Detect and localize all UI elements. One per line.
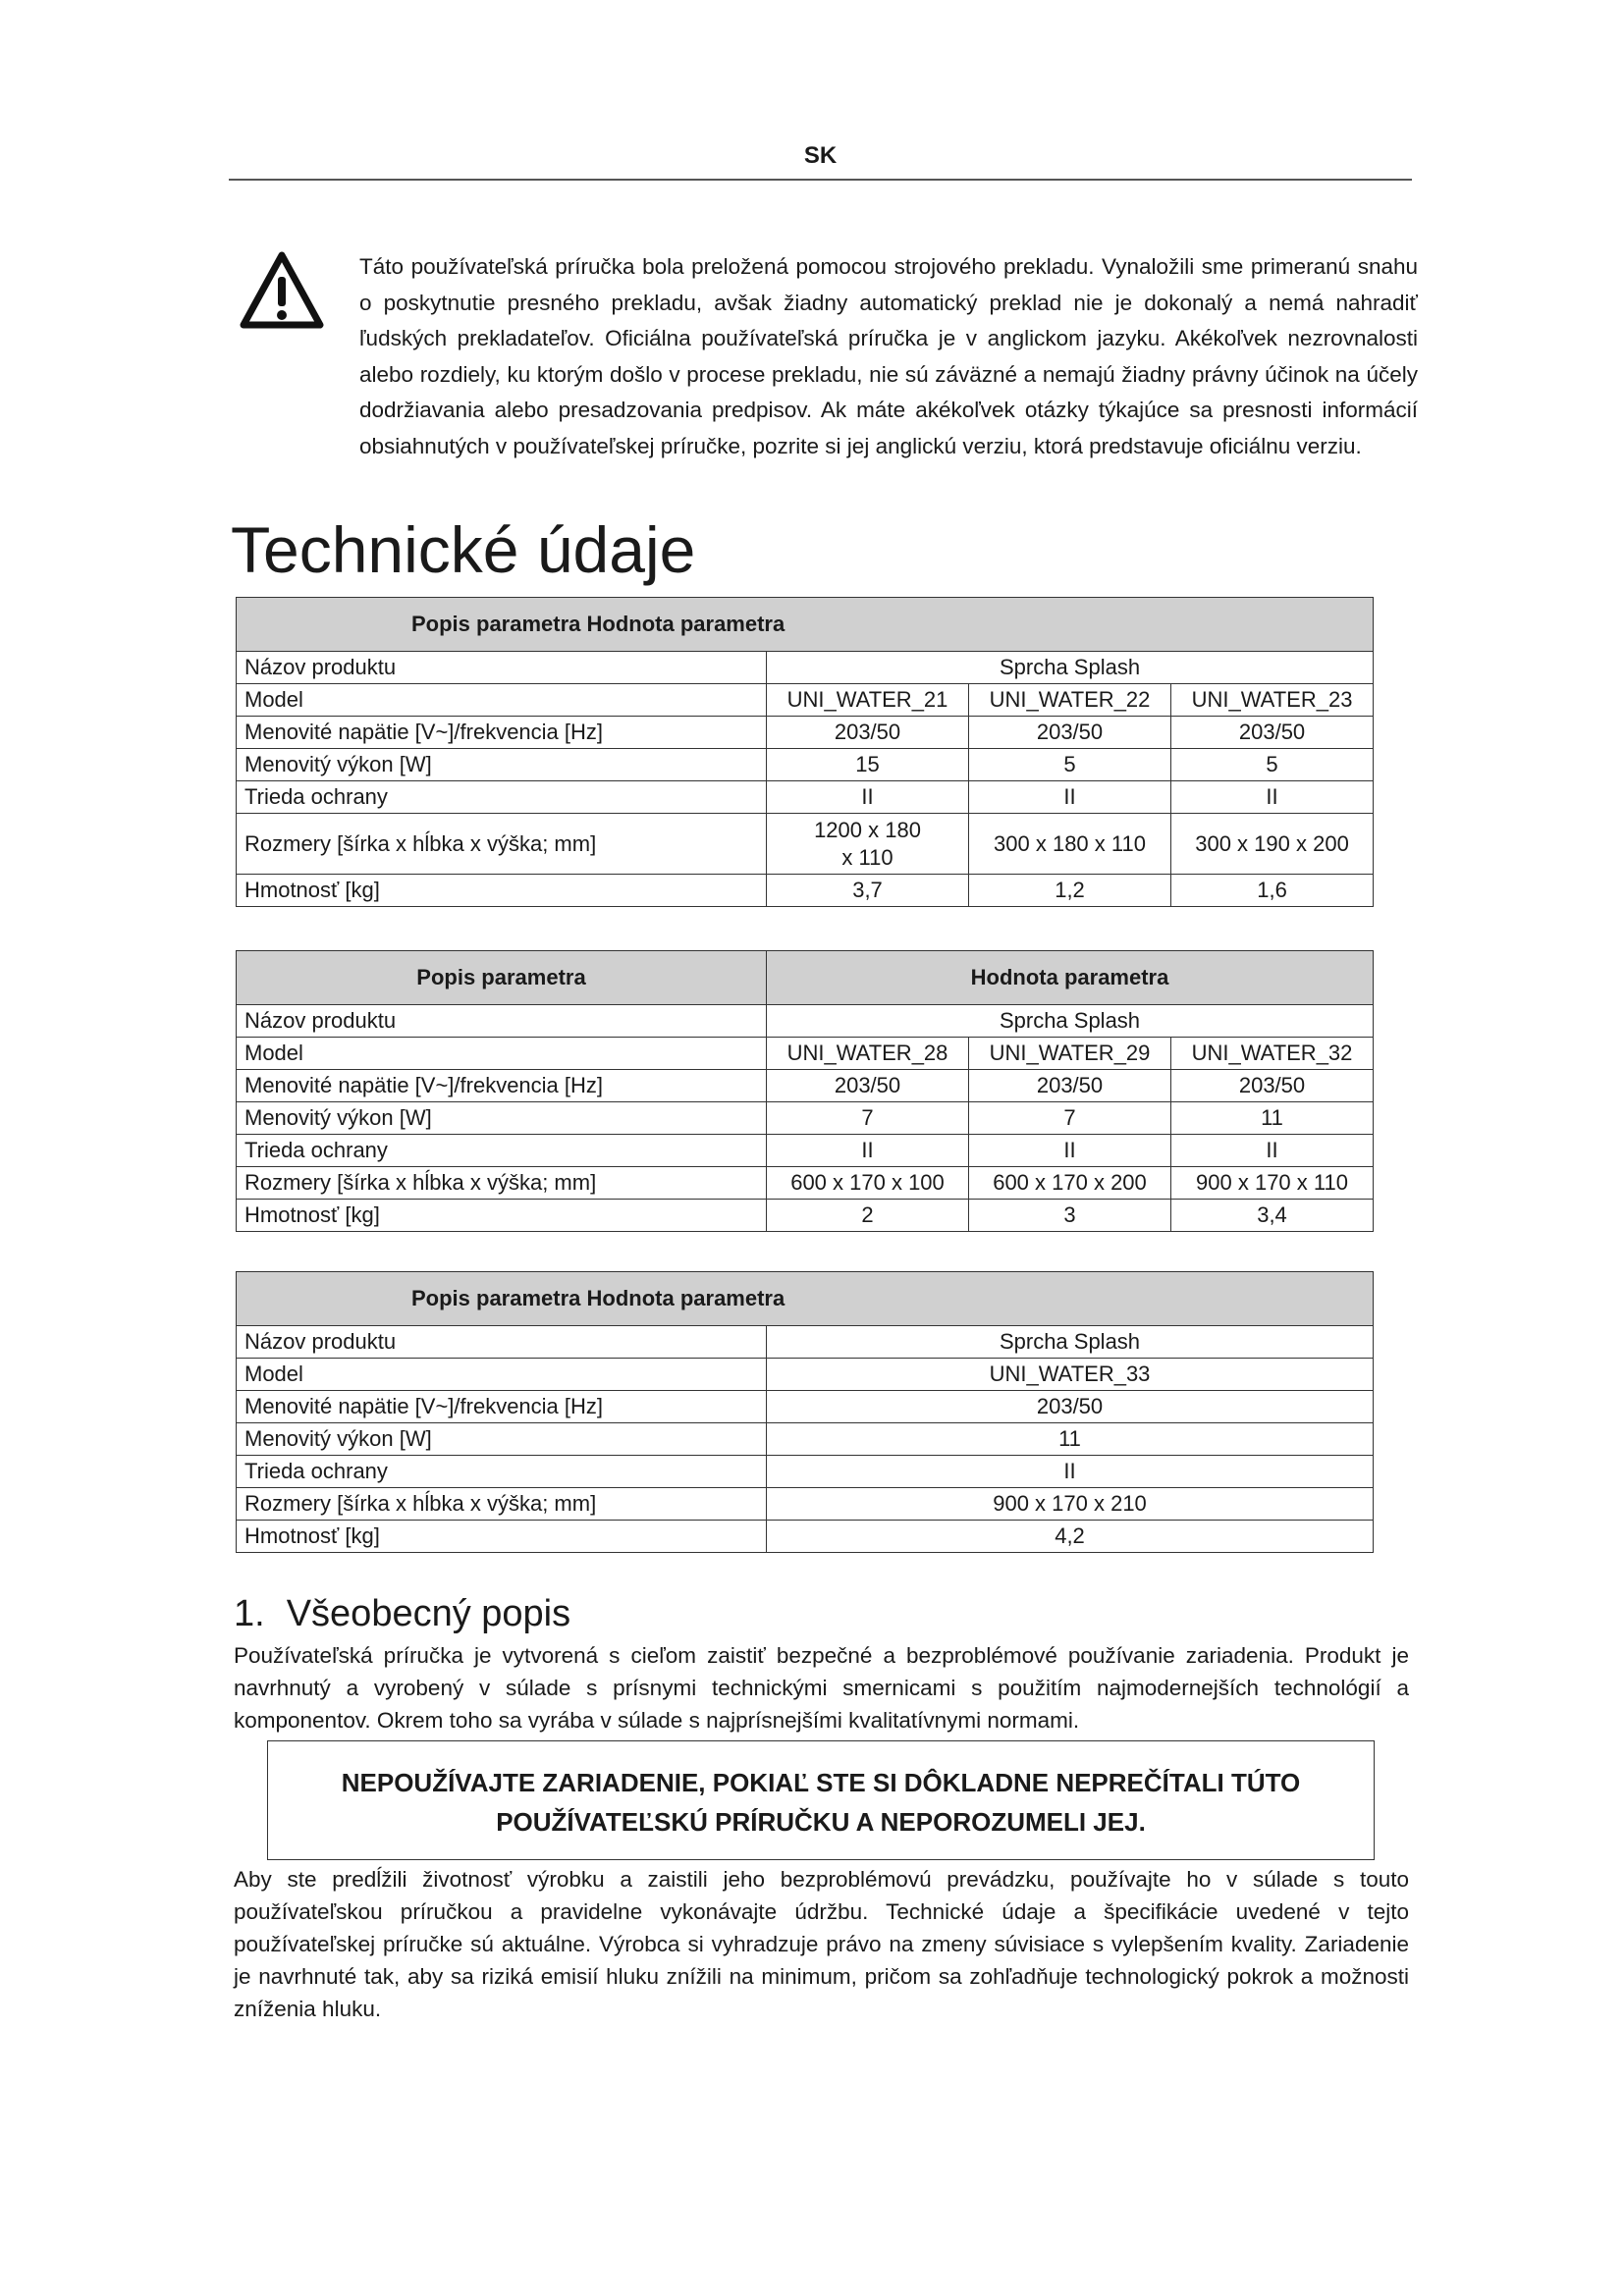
dimensions-cell: 900 x 170 x 210 — [767, 1488, 1374, 1521]
row-label: Rozmery [šírka x hĺbka x výška; mm] — [237, 1167, 767, 1200]
product-name-value: Sprcha Splash — [767, 1326, 1374, 1359]
row-label: Menovitý výkon [W] — [237, 1102, 767, 1135]
body-paragraph: Aby ste predĺžili životnosť výrobku a zaistili jeho bezproblémovú prevádzku, používajte ho v súlade s touto používateľskou príručkou a pravidelne vykonávajte údržbu. Technické údaje a špecifikácie uvedené v tejto používateľskej príručke sú aktuálne. Výrobca si vyhradzuje právo na zmeny súvisiace s vylepšením kvality. Zariadenie je navrhnuté tak, aby sa riziká emisií hluku znížili na minimum, pričom sa zohľadňuje technologický pokrok a možnosti zníženia hluku. — [234, 1867, 1409, 2021]
table-row — [237, 875, 1374, 907]
row-label: Hmotnosť [kg] — [237, 875, 767, 907]
row-label: Menovité napätie [V~]/frekvencia [Hz] — [237, 1391, 767, 1423]
warning-line-2: POUŽÍVATEĽSKÚ PRÍRUČKU A NEPOROZUMELI JEJ. — [496, 1807, 1146, 1837]
table-row — [237, 1488, 1374, 1521]
weight-cell: 1,2 — [969, 875, 1171, 907]
dimensions-cell: 600 x 170 x 100 — [767, 1167, 969, 1200]
dimensions-cell: 600 x 170 x 200 — [969, 1167, 1171, 1200]
power-cell: 7 — [767, 1102, 969, 1135]
table-row — [237, 1135, 1374, 1167]
product-name-value: Sprcha Splash — [767, 652, 1374, 684]
row-label: Model — [237, 1359, 767, 1391]
protection-cell: II — [1171, 1135, 1374, 1167]
model-cell: UNI_WATER_22 — [969, 684, 1171, 717]
protection-cell: II — [969, 1135, 1171, 1167]
table-header-merged: Popis parametra Hodnota parametra — [237, 598, 1374, 652]
table-header-row — [237, 598, 1374, 652]
dimensions-cell: 300 x 190 x 200 — [1171, 814, 1374, 875]
header-divider — [229, 179, 1412, 181]
row-label: Hmotnosť [kg] — [237, 1200, 767, 1232]
page-title: Technické údaje — [231, 513, 696, 586]
table-row — [237, 684, 1374, 717]
table-header-value: Hodnota parametra — [767, 951, 1374, 1005]
voltage-cell: 203/50 — [969, 1070, 1171, 1102]
row-label: Menovité napätie [V~]/frekvencia [Hz] — [237, 717, 767, 749]
table-row — [237, 1521, 1374, 1553]
section-number: 1. — [234, 1593, 265, 1634]
power-cell: 11 — [767, 1423, 1374, 1456]
row-label: Názov produktu — [237, 1005, 767, 1038]
product-name-value: Sprcha Splash — [767, 1005, 1374, 1038]
intro-paragraph: Používateľská príručka je vytvorená s cieľom zaistiť bezpečné a bezproblémové používanie zariadenia. Produkt je navrhnutý a vyrobený v súlade s prísnymi technickými smernicami s použitím najmodernejších technológií a komponentov. Okrem toho sa vyrába v súlade s najprísnejšími kvalitatívnymi normami. — [234, 1643, 1409, 1733]
table-row — [237, 1359, 1374, 1391]
voltage-cell: 203/50 — [1171, 717, 1374, 749]
weight-cell: 2 — [767, 1200, 969, 1232]
table-header-merged: Popis parametra Hodnota parametra — [237, 1272, 1374, 1326]
row-label: Menovité napätie [V~]/frekvencia [Hz] — [237, 1070, 767, 1102]
dimensions-cell: 1200 x 180 x 110 — [767, 814, 969, 875]
model-cell: UNI_WATER_28 — [767, 1038, 969, 1070]
protection-cell: II — [969, 781, 1171, 814]
row-label: Model — [237, 1038, 767, 1070]
model-cell: UNI_WATER_29 — [969, 1038, 1171, 1070]
machine-translation-notice: Táto používateľská príručka bola preložená pomocou strojového prekladu. Vynaložili sme primeranú snahu o poskytnutie presného prekladu, avšak žiadny automatický preklad nie je dokonalý a nemá nahradiť ľudských prekladateľov. Oficiálna používateľská príručka je v anglickom jazyku. Akékoľvek nezrovnalosti alebo rozdiely, ku ktorým došlo v procese prekladu, nie sú záväzné a nemajú žiadny právny účinok na účely dodržiavania alebo presadzovania predpisov. Ak máte akékoľvek otázky týkajúce sa presnosti informácií obsiahnutých v používateľskej príručke, pozrite si jej anglickú verziu, ktorá predstavuje oficiálnu verziu. — [359, 254, 1418, 458]
voltage-cell: 203/50 — [767, 717, 969, 749]
weight-cell: 3 — [969, 1200, 1171, 1232]
table-row — [237, 1391, 1374, 1423]
table-row — [237, 781, 1374, 814]
table-row — [237, 1326, 1374, 1359]
row-label: Hmotnosť [kg] — [237, 1521, 767, 1553]
power-cell: 5 — [1171, 749, 1374, 781]
table-header-row — [237, 951, 1374, 1005]
table-row — [237, 1456, 1374, 1488]
power-cell: 11 — [1171, 1102, 1374, 1135]
table-row — [237, 814, 1374, 875]
power-cell: 5 — [969, 749, 1171, 781]
model-cell: UNI_WATER_33 — [767, 1359, 1374, 1391]
spec-table-2 — [236, 950, 1374, 1232]
row-label: Menovitý výkon [W] — [237, 1423, 767, 1456]
section-heading — [234, 1590, 570, 1637]
model-cell: UNI_WATER_32 — [1171, 1038, 1374, 1070]
table-row — [237, 1102, 1374, 1135]
dimensions-cell: 300 x 180 x 110 — [969, 814, 1171, 875]
weight-cell: 4,2 — [767, 1521, 1374, 1553]
weight-cell: 3,7 — [767, 875, 969, 907]
protection-cell: II — [767, 781, 969, 814]
table-row — [237, 1423, 1374, 1456]
row-label: Rozmery [šírka x hĺbka x výška; mm] — [237, 1488, 767, 1521]
model-cell: UNI_WATER_23 — [1171, 684, 1374, 717]
voltage-cell: 203/50 — [1171, 1070, 1374, 1102]
table-row — [237, 1005, 1374, 1038]
voltage-cell: 203/50 — [767, 1070, 969, 1102]
warning-box — [267, 1740, 1375, 1860]
page-language-code: SK — [803, 142, 838, 169]
row-label: Názov produktu — [237, 652, 767, 684]
voltage-cell: 203/50 — [767, 1391, 1374, 1423]
row-label: Model — [237, 684, 767, 717]
power-cell: 15 — [767, 749, 969, 781]
spec-table-1 — [236, 597, 1374, 907]
voltage-cell: 203/50 — [969, 717, 1171, 749]
dimensions-cell: 900 x 170 x 110 — [1171, 1167, 1374, 1200]
section-title: Všeobecný popis — [286, 1593, 571, 1634]
table-header-row — [237, 1272, 1374, 1326]
protection-cell: II — [767, 1135, 969, 1167]
row-label: Trieda ochrany — [237, 781, 767, 814]
model-cell: UNI_WATER_21 — [767, 684, 969, 717]
table-row — [237, 1070, 1374, 1102]
table-row — [237, 652, 1374, 684]
power-cell: 7 — [969, 1102, 1171, 1135]
warning-triangle-icon — [240, 250, 324, 329]
row-label: Názov produktu — [237, 1326, 767, 1359]
row-label: Trieda ochrany — [237, 1456, 767, 1488]
table-row — [237, 1167, 1374, 1200]
table-row — [237, 1200, 1374, 1232]
table-header-param: Popis parametra — [237, 951, 767, 1005]
protection-cell: II — [767, 1456, 1374, 1488]
warning-line-1: NEPOUŽÍVAJTE ZARIADENIE, POKIAĽ STE SI DÔKLADNE NEPREČÍTALI TÚTO — [341, 1768, 1301, 1797]
row-label: Rozmery [šírka x hĺbka x výška; mm] — [237, 814, 767, 875]
protection-cell: II — [1171, 781, 1374, 814]
row-label: Trieda ochrany — [237, 1135, 767, 1167]
weight-cell: 3,4 — [1171, 1200, 1374, 1232]
table-row — [237, 717, 1374, 749]
table-row — [237, 749, 1374, 781]
spec-table-3 — [236, 1271, 1374, 1553]
row-label: Menovitý výkon [W] — [237, 749, 767, 781]
table-row — [237, 1038, 1374, 1070]
weight-cell: 1,6 — [1171, 875, 1374, 907]
